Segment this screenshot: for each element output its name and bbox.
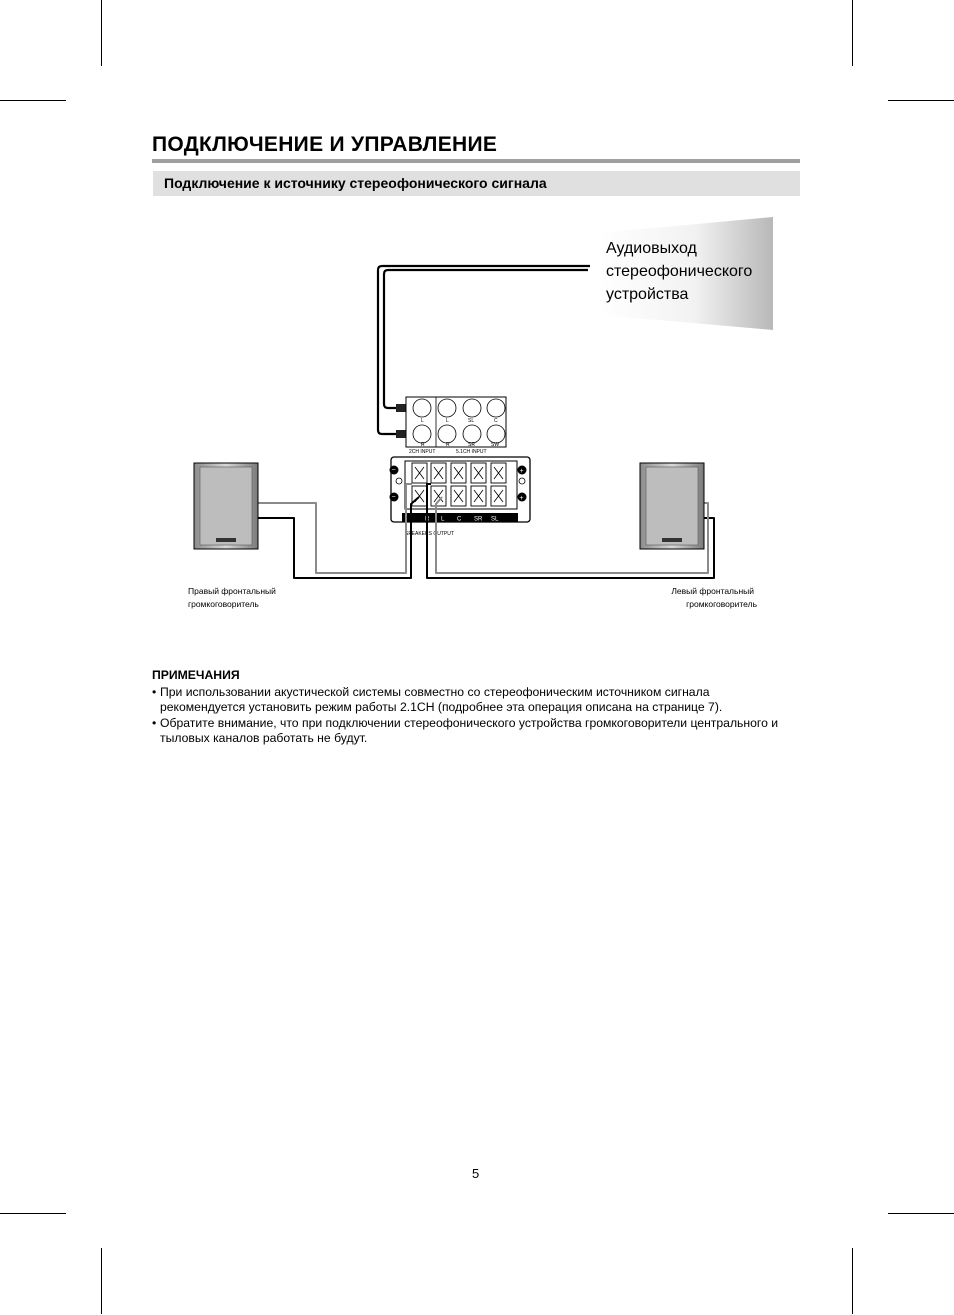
channel-label: R	[425, 516, 430, 523]
page-number: 5	[472, 1166, 480, 1181]
notes-list	[152, 685, 792, 747]
input-51ch-label: 5.1CH INPUT	[456, 449, 487, 455]
right-speaker-label-line2: громкоговоритель	[188, 599, 259, 609]
left-speaker-label-line2: громкоговоритель	[686, 599, 757, 609]
plus-sign: +	[519, 495, 524, 502]
source-label-line3: устройства	[606, 286, 689, 303]
right-front-speaker	[194, 463, 258, 549]
jack-label: C	[494, 418, 498, 424]
jack-label: SW	[491, 442, 500, 448]
left-front-speaker	[640, 463, 704, 549]
jack-label: L	[446, 418, 449, 424]
left-speaker-label-line1: Левый фронтальный	[671, 586, 754, 596]
crop-mark	[888, 1213, 954, 1214]
crop-mark	[0, 1213, 66, 1214]
jack-label: SR	[468, 442, 475, 448]
channel-label: SL	[491, 516, 499, 523]
notes-heading: ПРИМЕЧАНИЯ	[152, 668, 240, 682]
section-title: Подключение к источнику стереофонического сигнала	[164, 175, 547, 191]
channel-label: SR	[474, 516, 483, 523]
page-title: ПОДКЛЮЧЕНИЕ И УПРАВЛЕНИЕ	[152, 133, 498, 156]
right-speaker-label-line1: Правый фронтальный	[188, 586, 276, 596]
speakers-output-label: SPEAKERS OUTPUT	[405, 531, 454, 537]
connection-diagram	[0, 0, 954, 640]
stereo-source-panel	[600, 217, 773, 330]
note-item: • При использовании акустической системы совместно со стереофоническим источником сигнала рекомендуется установить режим работы 2.1CH (подробнее эта операция описана на странице 7).	[152, 685, 792, 716]
notes-section	[152, 668, 792, 747]
note-item: • Обратите внимание, что при подключении стереофонического устройства громкоговорители центрального и тыловых каналов работать не будут.	[152, 716, 792, 747]
minus-sign: −	[391, 467, 396, 474]
channel-label: C	[457, 516, 462, 523]
minus-sign: −	[391, 494, 396, 501]
crop-mark	[852, 1248, 853, 1314]
source-label-line1: Аудиовыход	[606, 240, 697, 257]
jack-label: R	[446, 442, 450, 448]
crop-mark	[101, 1248, 102, 1314]
channel-label: L	[441, 516, 445, 523]
source-label-line2: стереофонического	[606, 263, 753, 280]
input-2ch-label: 2CH INPUT	[409, 449, 436, 455]
input-panel	[406, 397, 506, 455]
plus-sign: +	[519, 468, 524, 475]
jack-label: R	[421, 442, 425, 448]
jack-label: L	[421, 418, 424, 424]
jack-label: SL	[468, 418, 475, 424]
